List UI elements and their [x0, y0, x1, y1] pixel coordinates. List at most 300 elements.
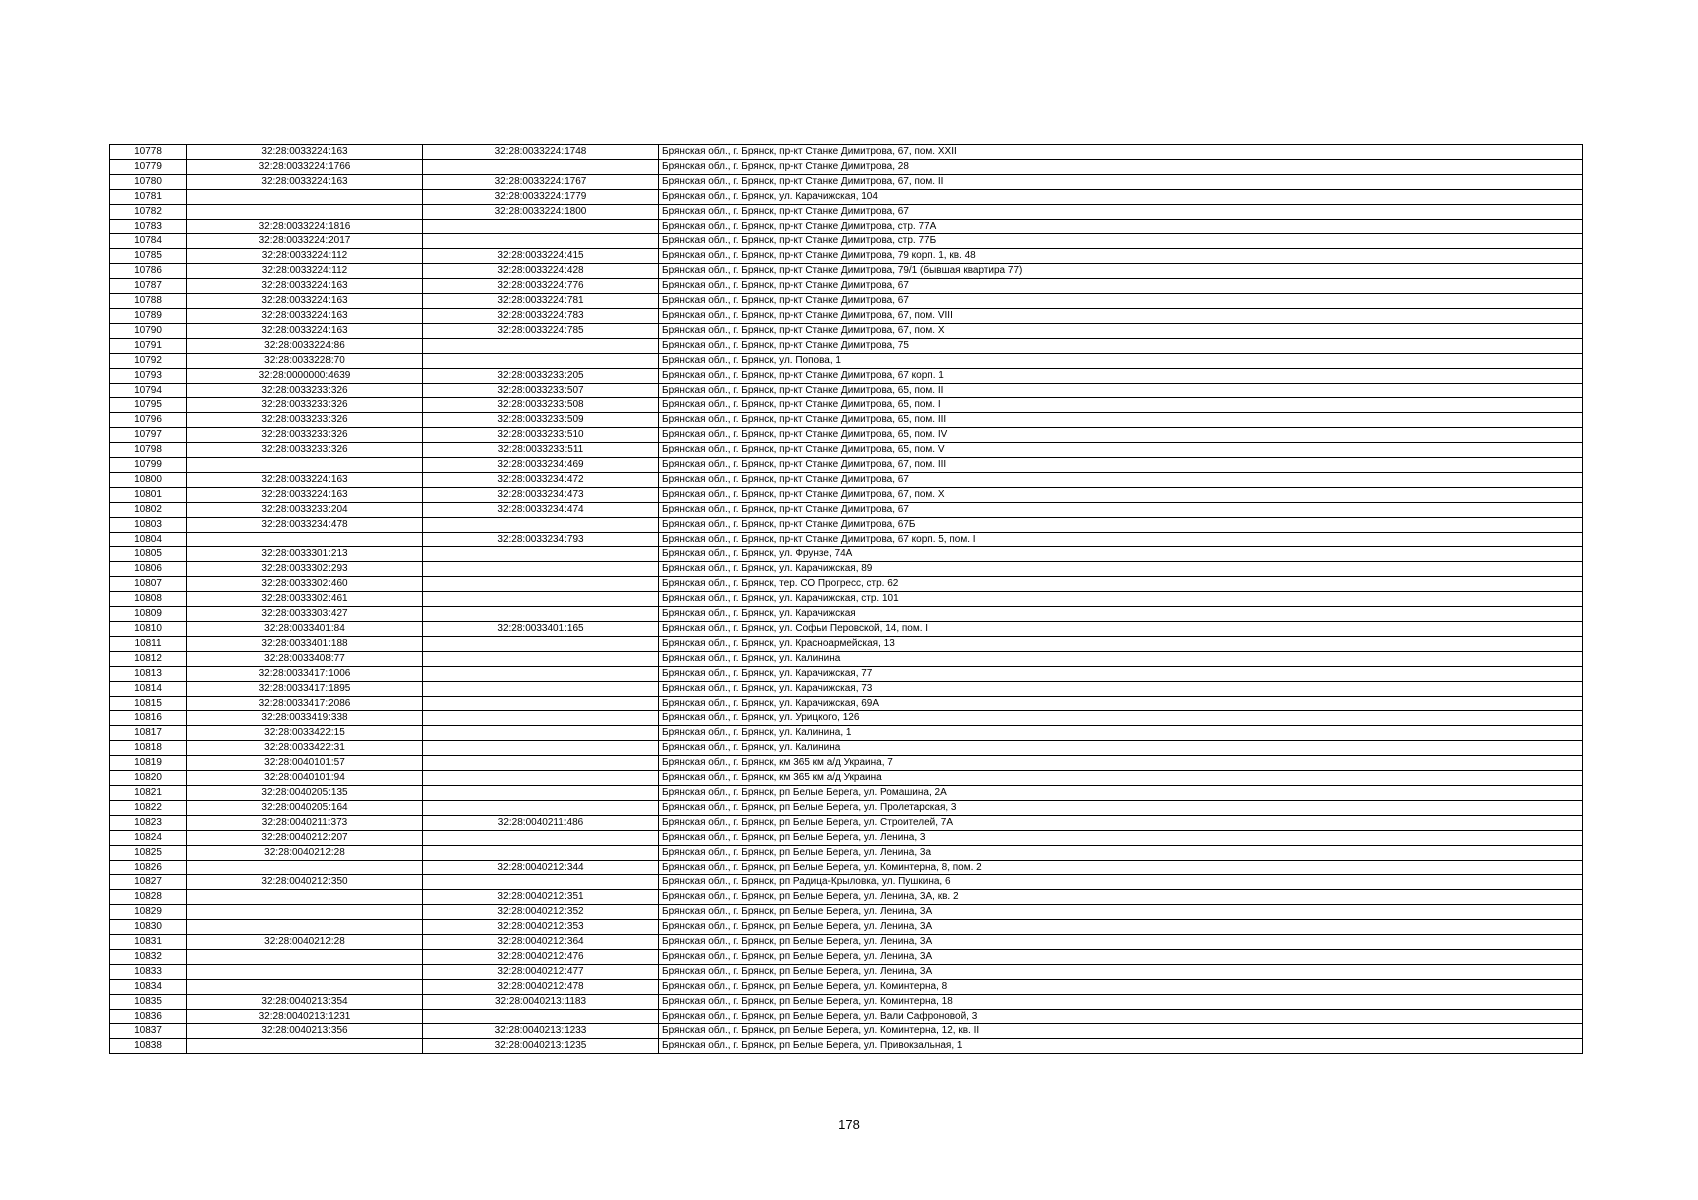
table-row: [110, 785, 1583, 800]
parcel-number-cell: 32:28:0033224:86: [187, 338, 423, 353]
parcel-number-cell: 32:28:0033228:70: [187, 353, 423, 368]
address-cell: Брянская обл., г. Брянск, рп Белые Берега, ул. Ленина, 3А: [659, 964, 1583, 979]
row-number-cell: 10797: [110, 428, 187, 443]
table-row: [110, 890, 1583, 905]
address-cell: Брянская обл., г. Брянск, пр-кт Станке Димитрова, 67Б: [659, 517, 1583, 532]
parcel-number-cell: 32:28:0040101:94: [187, 771, 423, 786]
object-number-cell: [423, 785, 659, 800]
address-cell: Брянская обл., г. Брянск, рп Белые Берега, ул. Ленина, 3: [659, 830, 1583, 845]
table-row: [110, 875, 1583, 890]
parcel-number-cell: 32:28:0033224:163: [187, 174, 423, 189]
table-row: [110, 472, 1583, 487]
table-row: [110, 338, 1583, 353]
row-number-cell: 10834: [110, 979, 187, 994]
table-row: [110, 234, 1583, 249]
row-number-cell: 10832: [110, 949, 187, 964]
row-number-cell: 10802: [110, 502, 187, 517]
table-row: [110, 845, 1583, 860]
address-cell: Брянская обл., г. Брянск, рп Белые Берега, ул. Ленина, 3А, кв. 2: [659, 890, 1583, 905]
row-number-cell: 10799: [110, 458, 187, 473]
address-cell: Брянская обл., г. Брянск, ул. Карачижская, стр. 101: [659, 592, 1583, 607]
table-row: [110, 622, 1583, 637]
object-number-cell: [423, 562, 659, 577]
parcel-number-cell: 32:28:0040213:354: [187, 994, 423, 1009]
table-row: [110, 994, 1583, 1009]
object-number-cell: 32:28:0040212:364: [423, 935, 659, 950]
row-number-cell: 10790: [110, 323, 187, 338]
table-row: [110, 532, 1583, 547]
parcel-number-cell: [187, 949, 423, 964]
table-row: [110, 294, 1583, 309]
page-number: 178: [838, 1117, 860, 1132]
object-number-cell: 32:28:0033224:781: [423, 294, 659, 309]
row-number-cell: 10822: [110, 800, 187, 815]
address-cell: Брянская обл., г. Брянск, ул. Красноармейская, 13: [659, 636, 1583, 651]
object-number-cell: [423, 651, 659, 666]
parcel-number-cell: 32:28:0033419:338: [187, 711, 423, 726]
object-number-cell: [423, 353, 659, 368]
row-number-cell: 10780: [110, 174, 187, 189]
address-cell: Брянская обл., г. Брянск, ул. Урицкого, 126: [659, 711, 1583, 726]
table-row: [110, 517, 1583, 532]
table-row: [110, 458, 1583, 473]
parcel-number-cell: 32:28:0033417:1006: [187, 666, 423, 681]
address-cell: Брянская обл., г. Брянск, рп Белые Берега, ул. Ленина, 3А: [659, 949, 1583, 964]
row-number-cell: 10779: [110, 159, 187, 174]
object-number-cell: 32:28:0033234:472: [423, 472, 659, 487]
object-number-cell: 32:28:0033233:205: [423, 368, 659, 383]
row-number-cell: 10826: [110, 860, 187, 875]
row-number-cell: 10800: [110, 472, 187, 487]
table-row: [110, 368, 1583, 383]
parcel-number-cell: 32:28:0033224:163: [187, 308, 423, 323]
table-row: [110, 711, 1583, 726]
parcel-number-cell: 32:28:0033302:460: [187, 577, 423, 592]
object-number-cell: [423, 577, 659, 592]
table-row: [110, 1024, 1583, 1039]
parcel-number-cell: 32:28:0033224:1766: [187, 159, 423, 174]
address-cell: Брянская обл., г. Брянск, рп Белые Берега, ул. Ленина, 3А: [659, 920, 1583, 935]
table-row: [110, 935, 1583, 950]
row-number-cell: 10812: [110, 651, 187, 666]
address-cell: Брянская обл., г. Брянск, пр-кт Станке Димитрова, 67 корп. 5, пом. I: [659, 532, 1583, 547]
address-cell: Брянская обл., г. Брянск, рп Белые Берега, ул. Коминтерна, 8, пом. 2: [659, 860, 1583, 875]
table-row: [110, 800, 1583, 815]
address-cell: Брянская обл., г. Брянск, ул. Попова, 1: [659, 353, 1583, 368]
table-row: [110, 920, 1583, 935]
address-cell: Брянская обл., г. Брянск, пр-кт Станке Димитрова, 65, пом. II: [659, 383, 1583, 398]
parcel-number-cell: 32:28:0033233:204: [187, 502, 423, 517]
address-cell: Брянская обл., г. Брянск, рп Белые Берега, ул. Коминтерна, 12, кв. II: [659, 1024, 1583, 1039]
row-number-cell: 10821: [110, 785, 187, 800]
object-number-cell: 32:28:0033224:776: [423, 279, 659, 294]
address-cell: Брянская обл., г. Брянск, пр-кт Станке Димитрова, 65, пом. III: [659, 413, 1583, 428]
parcel-number-cell: 32:28:0033303:427: [187, 607, 423, 622]
row-number-cell: 10835: [110, 994, 187, 1009]
row-number-cell: 10783: [110, 219, 187, 234]
table-row: [110, 726, 1583, 741]
row-number-cell: 10806: [110, 562, 187, 577]
object-number-cell: [423, 696, 659, 711]
address-cell: Брянская обл., г. Брянск, пр-кт Станке Димитрова, 67, пом. X: [659, 323, 1583, 338]
row-number-cell: 10785: [110, 249, 187, 264]
parcel-number-cell: [187, 979, 423, 994]
parcel-number-cell: 32:28:0033224:163: [187, 294, 423, 309]
object-number-cell: [423, 607, 659, 622]
object-number-cell: 32:28:0033401:165: [423, 622, 659, 637]
parcel-number-cell: [187, 204, 423, 219]
address-cell: Брянская обл., г. Брянск, пр-кт Станке Димитрова, 28: [659, 159, 1583, 174]
row-number-cell: 10795: [110, 398, 187, 413]
table-row: [110, 189, 1583, 204]
parcel-number-cell: [187, 860, 423, 875]
table-row: [110, 696, 1583, 711]
object-number-cell: 32:28:0033233:511: [423, 443, 659, 458]
object-number-cell: 32:28:0033234:793: [423, 532, 659, 547]
address-cell: Брянская обл., г. Брянск, ул. Фрунзе, 74А: [659, 547, 1583, 562]
table-row: [110, 636, 1583, 651]
row-number-cell: 10788: [110, 294, 187, 309]
parcel-number-cell: [187, 905, 423, 920]
parcel-number-cell: 32:28:0033233:326: [187, 398, 423, 413]
object-number-cell: [423, 666, 659, 681]
parcel-number-cell: 32:28:0033224:163: [187, 279, 423, 294]
table-row: [110, 830, 1583, 845]
table-row: [110, 502, 1583, 517]
object-number-cell: [423, 845, 659, 860]
parcel-number-cell: 32:28:0040205:164: [187, 800, 423, 815]
row-number-cell: 10830: [110, 920, 187, 935]
table-row: [110, 174, 1583, 189]
row-number-cell: 10811: [110, 636, 187, 651]
address-cell: Брянская обл., г. Брянск, рп Белые Берега, ул. Строителей, 7А: [659, 815, 1583, 830]
address-cell: Брянская обл., г. Брянск, тер. СО Прогресс, стр. 62: [659, 577, 1583, 592]
object-number-cell: 32:28:0033233:509: [423, 413, 659, 428]
parcel-number-cell: 32:28:0040212:207: [187, 830, 423, 845]
address-cell: Брянская обл., г. Брянск, пр-кт Станке Димитрова, 67, пом. VIII: [659, 308, 1583, 323]
parcel-number-cell: 32:28:0033233:326: [187, 383, 423, 398]
address-cell: Брянская обл., г. Брянск, рп Радица-Крыловка, ул. Пушкина, 6: [659, 875, 1583, 890]
table-row: [110, 264, 1583, 279]
table-row: [110, 487, 1583, 502]
parcel-number-cell: 32:28:0040213:1231: [187, 1009, 423, 1024]
address-cell: Брянская обл., г. Брянск, ул. Карачижская, 73: [659, 681, 1583, 696]
address-cell: Брянская обл., г. Брянск, пр-кт Станке Димитрова, 65, пом. IV: [659, 428, 1583, 443]
address-cell: Брянская обл., г. Брянск, км 365 км а/д Украина: [659, 771, 1583, 786]
object-number-cell: [423, 800, 659, 815]
address-cell: Брянская обл., г. Брянск, пр-кт Станке Димитрова, стр. 77А: [659, 219, 1583, 234]
cadastral-table: [109, 144, 1583, 1054]
parcel-number-cell: 32:28:0033401:84: [187, 622, 423, 637]
row-number-cell: 10801: [110, 487, 187, 502]
address-cell: Брянская обл., г. Брянск, пр-кт Станке Димитрова, 67 корп. 1: [659, 368, 1583, 383]
row-number-cell: 10805: [110, 547, 187, 562]
table-row: [110, 979, 1583, 994]
object-number-cell: [423, 636, 659, 651]
object-number-cell: [423, 830, 659, 845]
parcel-number-cell: 32:28:0040212:28: [187, 845, 423, 860]
object-number-cell: 32:28:0033224:1748: [423, 145, 659, 160]
address-cell: Брянская обл., г. Брянск, пр-кт Станке Димитрова, 67, пом. XXII: [659, 145, 1583, 160]
object-number-cell: 32:28:0040211:486: [423, 815, 659, 830]
parcel-number-cell: 32:28:0040101:57: [187, 756, 423, 771]
parcel-number-cell: 32:28:0033224:112: [187, 264, 423, 279]
object-number-cell: 32:28:0033224:785: [423, 323, 659, 338]
parcel-number-cell: [187, 964, 423, 979]
parcel-number-cell: 32:28:0033401:188: [187, 636, 423, 651]
object-number-cell: 32:28:0033224:1767: [423, 174, 659, 189]
row-number-cell: 10820: [110, 771, 187, 786]
object-number-cell: 32:28:0040212:476: [423, 949, 659, 964]
address-cell: Брянская обл., г. Брянск, пр-кт Станке Димитрова, 67: [659, 472, 1583, 487]
table-row: [110, 562, 1583, 577]
row-number-cell: 10794: [110, 383, 187, 398]
address-cell: Брянская обл., г. Брянск, пр-кт Станке Димитрова, 67, пом. III: [659, 458, 1583, 473]
object-number-cell: 32:28:0040212:352: [423, 905, 659, 920]
object-number-cell: 32:28:0040213:1233: [423, 1024, 659, 1039]
address-cell: Брянская обл., г. Брянск, пр-кт Станке Димитрова, 79/1 (бывшая квартира 77): [659, 264, 1583, 279]
address-cell: Брянская обл., г. Брянск, рп Белые Берега, ул. Коминтерна, 18: [659, 994, 1583, 1009]
row-number-cell: 10784: [110, 234, 187, 249]
address-cell: Брянская обл., г. Брянск, рп Белые Берега, ул. Коминтерна, 8: [659, 979, 1583, 994]
table-row: [110, 651, 1583, 666]
row-number-cell: 10798: [110, 443, 187, 458]
object-number-cell: 32:28:0033233:507: [423, 383, 659, 398]
parcel-number-cell: 32:28:0033224:163: [187, 472, 423, 487]
address-cell: Брянская обл., г. Брянск, ул. Калинина: [659, 651, 1583, 666]
address-cell: Брянская обл., г. Брянск, рп Белые Берега, ул. Вали Сафроновой, 3: [659, 1009, 1583, 1024]
object-number-cell: 32:28:0033224:1779: [423, 189, 659, 204]
object-number-cell: [423, 875, 659, 890]
row-number-cell: 10831: [110, 935, 187, 950]
row-number-cell: 10823: [110, 815, 187, 830]
table-row: [110, 323, 1583, 338]
parcel-number-cell: 32:28:0033302:461: [187, 592, 423, 607]
object-number-cell: 32:28:0033224:415: [423, 249, 659, 264]
object-number-cell: 32:28:0040212:344: [423, 860, 659, 875]
address-cell: Брянская обл., г. Брянск, ул. Карачижская, 89: [659, 562, 1583, 577]
row-number-cell: 10836: [110, 1009, 187, 1024]
object-number-cell: 32:28:0033233:508: [423, 398, 659, 413]
table-row: [110, 741, 1583, 756]
address-cell: Брянская обл., г. Брянск, пр-кт Станке Димитрова, 65, пом. V: [659, 443, 1583, 458]
address-cell: Брянская обл., г. Брянск, ул. Карачижская: [659, 607, 1583, 622]
row-number-cell: 10829: [110, 905, 187, 920]
parcel-number-cell: 32:28:0033301:213: [187, 547, 423, 562]
address-cell: Брянская обл., г. Брянск, пр-кт Станке Димитрова, 67: [659, 502, 1583, 517]
parcel-number-cell: 32:28:0033224:163: [187, 487, 423, 502]
object-number-cell: 32:28:0033234:469: [423, 458, 659, 473]
table-row: [110, 905, 1583, 920]
object-number-cell: 32:28:0040212:351: [423, 890, 659, 905]
row-number-cell: 10816: [110, 711, 187, 726]
object-number-cell: 32:28:0040213:1183: [423, 994, 659, 1009]
parcel-number-cell: 32:28:0033417:1895: [187, 681, 423, 696]
row-number-cell: 10803: [110, 517, 187, 532]
table-row: [110, 443, 1583, 458]
parcel-number-cell: 32:28:0000000:4639: [187, 368, 423, 383]
parcel-number-cell: [187, 890, 423, 905]
parcel-number-cell: [187, 920, 423, 935]
row-number-cell: 10781: [110, 189, 187, 204]
row-number-cell: 10833: [110, 964, 187, 979]
object-number-cell: 32:28:0033224:428: [423, 264, 659, 279]
row-number-cell: 10837: [110, 1024, 187, 1039]
parcel-number-cell: 32:28:0040212:350: [187, 875, 423, 890]
parcel-number-cell: 32:28:0040211:373: [187, 815, 423, 830]
table-row: [110, 145, 1583, 160]
object-number-cell: [423, 547, 659, 562]
object-number-cell: [423, 219, 659, 234]
address-cell: Брянская обл., г. Брянск, км 365 км а/д Украина, 7: [659, 756, 1583, 771]
parcel-number-cell: 32:28:0033224:112: [187, 249, 423, 264]
row-number-cell: 10789: [110, 308, 187, 323]
object-number-cell: [423, 771, 659, 786]
address-cell: Брянская обл., г. Брянск, рп Белые Берега, ул. Ленина, 3А: [659, 905, 1583, 920]
table-row: [110, 592, 1583, 607]
row-number-cell: 10808: [110, 592, 187, 607]
row-number-cell: 10827: [110, 875, 187, 890]
object-number-cell: 32:28:0033224:1800: [423, 204, 659, 219]
address-cell: Брянская обл., г. Брянск, ул. Софьи Перовской, 14, пом. I: [659, 622, 1583, 637]
row-number-cell: 10792: [110, 353, 187, 368]
parcel-number-cell: 32:28:0033233:326: [187, 428, 423, 443]
row-number-cell: 10814: [110, 681, 187, 696]
address-cell: Брянская обл., г. Брянск, пр-кт Станке Димитрова, 67, пом. II: [659, 174, 1583, 189]
address-cell: Брянская обл., г. Брянск, пр-кт Станке Димитрова, стр. 77Б: [659, 234, 1583, 249]
address-cell: Брянская обл., г. Брянск, пр-кт Станке Димитрова, 67: [659, 204, 1583, 219]
table-row: [110, 383, 1583, 398]
object-number-cell: [423, 234, 659, 249]
parcel-number-cell: 32:28:0040205:135: [187, 785, 423, 800]
table-row: [110, 279, 1583, 294]
object-number-cell: [423, 741, 659, 756]
address-cell: Брянская обл., г. Брянск, рп Белые Берега, ул. Ленина, 3А: [659, 935, 1583, 950]
table-row: [110, 249, 1583, 264]
table-row: [110, 681, 1583, 696]
object-number-cell: 32:28:0033224:783: [423, 308, 659, 323]
table-row: [110, 815, 1583, 830]
parcel-number-cell: 32:28:0033422:31: [187, 741, 423, 756]
row-number-cell: 10793: [110, 368, 187, 383]
address-cell: Брянская обл., г. Брянск, пр-кт Станке Димитрова, 67: [659, 279, 1583, 294]
address-cell: Брянская обл., г. Брянск, рп Белые Берега, ул. Ромашина, 2А: [659, 785, 1583, 800]
row-number-cell: 10818: [110, 741, 187, 756]
table-row: [110, 949, 1583, 964]
row-number-cell: 10813: [110, 666, 187, 681]
address-cell: Брянская обл., г. Брянск, ул. Карачижская, 77: [659, 666, 1583, 681]
table-row: [110, 219, 1583, 234]
row-number-cell: 10828: [110, 890, 187, 905]
table-row: [110, 308, 1583, 323]
table-row: [110, 159, 1583, 174]
address-cell: Брянская обл., г. Брянск, пр-кт Станке Димитрова, 67, пом. X: [659, 487, 1583, 502]
address-cell: Брянская обл., г. Брянск, ул. Калинина, 1: [659, 726, 1583, 741]
row-number-cell: 10804: [110, 532, 187, 547]
table-row: [110, 577, 1583, 592]
parcel-number-cell: 32:28:0033422:15: [187, 726, 423, 741]
row-number-cell: 10824: [110, 830, 187, 845]
object-number-cell: [423, 711, 659, 726]
parcel-number-cell: [187, 189, 423, 204]
row-number-cell: 10810: [110, 622, 187, 637]
table-row: [110, 666, 1583, 681]
object-number-cell: [423, 517, 659, 532]
row-number-cell: 10786: [110, 264, 187, 279]
row-number-cell: 10809: [110, 607, 187, 622]
object-number-cell: [423, 159, 659, 174]
row-number-cell: 10778: [110, 145, 187, 160]
table-row: [110, 547, 1583, 562]
address-cell: Брянская обл., г. Брянск, рп Белые Берега, ул. Ленина, 3а: [659, 845, 1583, 860]
address-cell: Брянская обл., г. Брянск, пр-кт Станке Димитрова, 67: [659, 294, 1583, 309]
parcel-number-cell: 32:28:0040212:28: [187, 935, 423, 950]
parcel-number-cell: 32:28:0033224:163: [187, 145, 423, 160]
table-body: [110, 145, 1583, 1054]
row-number-cell: 10817: [110, 726, 187, 741]
table-row: [110, 204, 1583, 219]
table-row: [110, 398, 1583, 413]
address-cell: Брянская обл., г. Брянск, ул. Калинина: [659, 741, 1583, 756]
parcel-number-cell: 32:28:0033233:326: [187, 413, 423, 428]
parcel-number-cell: 32:28:0033417:2086: [187, 696, 423, 711]
table-row: [110, 964, 1583, 979]
table-row: [110, 1009, 1583, 1024]
table-row: [110, 860, 1583, 875]
object-number-cell: 32:28:0033234:474: [423, 502, 659, 517]
object-number-cell: 32:28:0033233:510: [423, 428, 659, 443]
object-number-cell: [423, 1009, 659, 1024]
parcel-number-cell: 32:28:0033302:293: [187, 562, 423, 577]
row-number-cell: 10787: [110, 279, 187, 294]
table-row: [110, 428, 1583, 443]
row-number-cell: 10838: [110, 1039, 187, 1054]
parcel-number-cell: 32:28:0033224:1816: [187, 219, 423, 234]
address-cell: Брянская обл., г. Брянск, ул. Карачижская, 104: [659, 189, 1583, 204]
object-number-cell: 32:28:0040212:478: [423, 979, 659, 994]
table-row: [110, 607, 1583, 622]
table-row: [110, 756, 1583, 771]
address-cell: Брянская обл., г. Брянск, рп Белые Берега, ул. Пролетарская, 3: [659, 800, 1583, 815]
table-row: [110, 413, 1583, 428]
parcel-number-cell: 32:28:0033224:163: [187, 323, 423, 338]
parcel-number-cell: 32:28:0033234:478: [187, 517, 423, 532]
address-cell: Брянская обл., г. Брянск, рп Белые Берега, ул. Привокзальная, 1: [659, 1039, 1583, 1054]
parcel-number-cell: 32:28:0033408:77: [187, 651, 423, 666]
row-number-cell: 10782: [110, 204, 187, 219]
row-number-cell: 10825: [110, 845, 187, 860]
row-number-cell: 10807: [110, 577, 187, 592]
parcel-number-cell: 32:28:0033233:326: [187, 443, 423, 458]
object-number-cell: 32:28:0033234:473: [423, 487, 659, 502]
parcel-number-cell: [187, 1039, 423, 1054]
table-row: [110, 353, 1583, 368]
object-number-cell: [423, 726, 659, 741]
table-row: [110, 771, 1583, 786]
address-cell: Брянская обл., г. Брянск, пр-кт Станке Димитрова, 75: [659, 338, 1583, 353]
object-number-cell: [423, 338, 659, 353]
table-row: [110, 1039, 1583, 1054]
address-cell: Брянская обл., г. Брянск, пр-кт Станке Димитрова, 79 корп. 1, кв. 48: [659, 249, 1583, 264]
object-number-cell: 32:28:0040213:1235: [423, 1039, 659, 1054]
parcel-number-cell: 32:28:0033224:2017: [187, 234, 423, 249]
address-cell: Брянская обл., г. Брянск, пр-кт Станке Димитрова, 65, пом. I: [659, 398, 1583, 413]
parcel-number-cell: 32:28:0040213:356: [187, 1024, 423, 1039]
row-number-cell: 10815: [110, 696, 187, 711]
row-number-cell: 10796: [110, 413, 187, 428]
object-number-cell: 32:28:0040212:477: [423, 964, 659, 979]
row-number-cell: 10791: [110, 338, 187, 353]
